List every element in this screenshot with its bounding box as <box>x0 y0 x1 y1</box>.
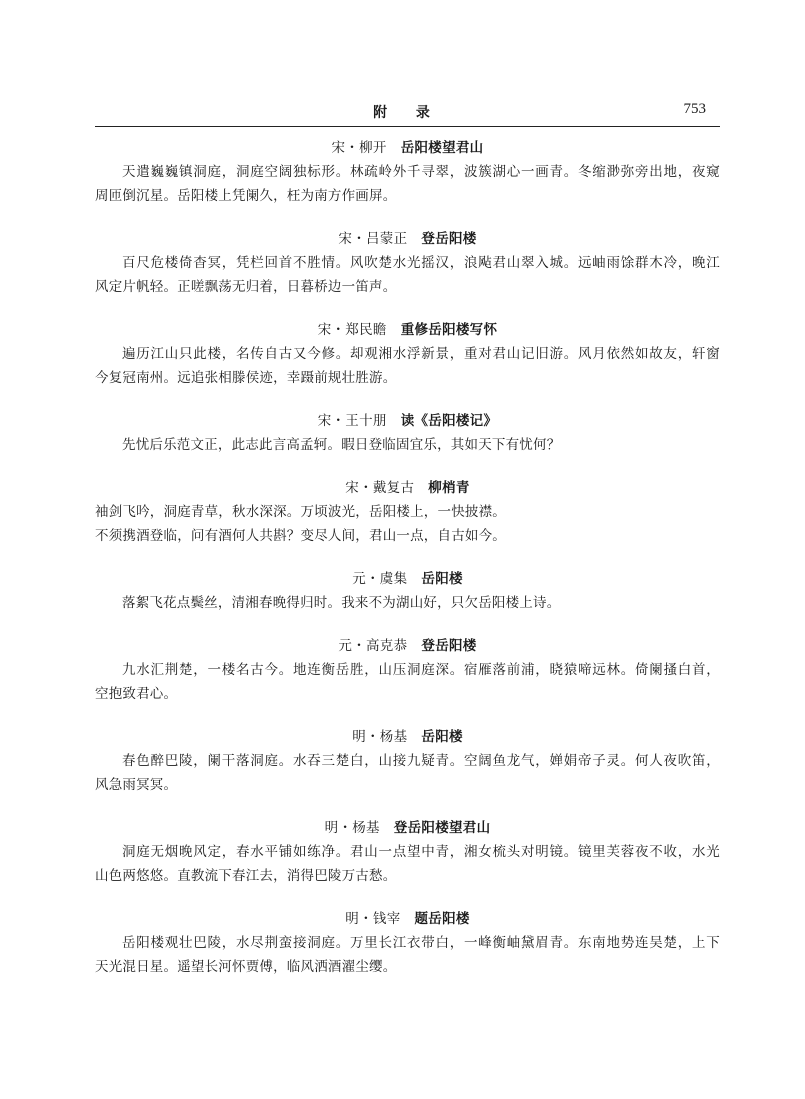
poem-line: 不须携酒登临，问有酒何人共斟？变尽人间，君山一点，自古如今。 <box>95 528 506 544</box>
poem-heading <box>95 725 720 749</box>
poem-entry <box>95 409 720 457</box>
poem-line: 天光混日星。遥望长河怀贾傅，临风洒酒濯尘缨。 <box>95 959 397 975</box>
poem-author: 宋・王十朋 <box>317 413 387 429</box>
page-number: 753 <box>683 101 706 117</box>
poem-line: 春色醉巴陵，阑干落洞庭。水吞三楚白，山接九疑青。空阔鱼龙气，婵娟帝子灵。何人夜吹笛， <box>122 753 720 769</box>
poem-title: 岳阳楼 <box>421 729 463 745</box>
poem-title: 重修岳阳楼写怀 <box>400 322 498 338</box>
poem-line: 风急雨冥冥。 <box>95 777 178 793</box>
poem-line: 今复冠南州。远追张相滕侯迹，幸蹑前规壮胜游。 <box>95 370 397 386</box>
poem-line: 遍历江山只此楼，名传自古又今修。却观湘水浮新景，重对君山记旧游。风月依然如故友，轩窗 <box>122 346 720 362</box>
poem-title: 登岳阳楼 <box>421 638 477 654</box>
poem-line: 风定片帆轻。正嗟飘荡无归着，日暮桥边一笛声。 <box>95 279 397 295</box>
poem-title: 柳梢青 <box>428 480 470 496</box>
poem-author: 元・虞集 <box>352 571 408 587</box>
poem-heading <box>95 318 720 342</box>
poem-entry <box>95 476 720 548</box>
poem-line: 天遣巍巍镇洞庭，洞庭空阔独标形。林疏岭外千寻翠，波簇湖心一画青。冬缩渺弥旁出地，夜窥 <box>122 164 720 180</box>
poem-entry <box>95 725 720 797</box>
section-title: 附 录 <box>373 105 442 121</box>
poem-line: 百尺危楼倚杳冥，凭栏回首不胜情。风吹楚水光摇汉，浪飐君山翠入城。远岫雨馀群木冷，晚江 <box>122 255 720 271</box>
poem-line: 九水汇荆楚，一楼名古今。地连衡岳胜，山压洞庭深。宿雁落前浦，晓猿啼远林。倚阑搔白首， <box>122 662 720 678</box>
poem-heading <box>95 476 720 500</box>
poem-author: 明・杨基 <box>324 820 380 836</box>
poem-entry <box>95 634 720 706</box>
poem-entry <box>95 816 720 888</box>
poem-line: 空抱致君心。 <box>95 686 178 702</box>
poem-heading <box>95 816 720 840</box>
poem-entry <box>95 227 720 299</box>
poem-line: 周匝倒沉星。岳阳楼上凭阑久，枉为南方作画屏。 <box>95 188 397 204</box>
poem-entry <box>95 907 720 979</box>
poem-line: 落絮飞花点鬓丝，清湘春晚得归时。我来不为湖山好，只欠岳阳楼上诗。 <box>122 595 561 611</box>
poem-heading <box>95 567 720 591</box>
poem-author: 宋・戴复古 <box>345 480 415 496</box>
poem-title: 题岳阳楼 <box>414 911 470 927</box>
poem-line: 先忧后乐范文正，此志此言高孟轲。暇日登临固宜乐，其如天下有忧何？ <box>122 437 561 453</box>
poem-author: 宋・郑民瞻 <box>317 322 387 338</box>
poem-title: 登岳阳楼 <box>421 231 477 247</box>
poem-author: 宋・吕蒙正 <box>338 231 408 247</box>
poem-line: 山色两悠悠。直教流下春江去，消得巴陵万古愁。 <box>95 868 397 884</box>
poem-heading <box>95 907 720 931</box>
poem-author: 明・钱宰 <box>345 911 401 927</box>
poem-entry <box>95 136 720 208</box>
poem-heading <box>95 634 720 658</box>
poem-list <box>95 136 720 998</box>
poem-heading <box>95 136 720 160</box>
poem-author: 宋・柳开 <box>331 140 387 156</box>
poem-title: 岳阳楼望君山 <box>400 140 484 156</box>
poem-line: 岳阳楼观壮巴陵，水尽荆蛮接洞庭。万里长江衣带白，一峰衡岫黛眉青。东南地势连吴楚，上下 <box>122 935 720 951</box>
poem-author: 元・高克恭 <box>338 638 408 654</box>
poem-title: 岳阳楼 <box>421 571 463 587</box>
poem-entry <box>95 318 720 390</box>
poem-author: 明・杨基 <box>352 729 408 745</box>
poem-heading <box>95 227 720 251</box>
poem-line: 洞庭无烟晚风定，春水平铺如练净。君山一点望中青，湘女梳头对明镜。镜里芙蓉夜不收，水光 <box>122 844 720 860</box>
poem-heading <box>95 409 720 433</box>
poem-entry <box>95 567 720 615</box>
poem-line: 袖剑飞吟，洞庭青草，秋水深深。万顷波光，岳阳楼上，一快披襟。 <box>95 504 506 520</box>
poem-title: 登岳阳楼望君山 <box>393 820 491 836</box>
page-header <box>95 100 720 127</box>
poem-title: 读《岳阳楼记》 <box>400 413 498 429</box>
